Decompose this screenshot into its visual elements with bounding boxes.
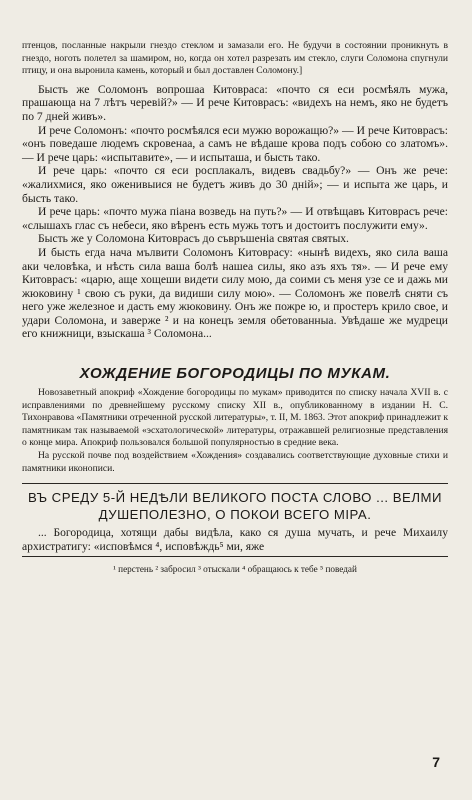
text-paragraph: Бысть же у Соломона Китоврасъ до съвръшенiа святая святых. — [38, 232, 349, 246]
footnote-divider — [22, 556, 448, 557]
text-paragraph: И рече царь: «почто ся еси росплакалъ, видевъ свадьбу?» — Онъ же рече: «жалихмися, яко оженивыися не будетъ живъ до 30 днiй»; — и испыта же царь, и бысть тако. — [22, 164, 448, 205]
text-paragraph: И рече царь: «почто мужа пiана возведь на путь?» — И отвѣщавъ Китоврасъ рече: «слышахъ глас съ небеси, яко вѣренъ есть мужь тотъ и достоитъ послужити ему». — [22, 205, 448, 232]
intro-block — [22, 387, 448, 475]
commentary-paragraph: птенцов, посланные накрыли гнездо стеклом и замазали его. Не будучи в состоянии проникнуть в гнездо, ноготь полетел за шамиром, но, когда он хотел разрезать им стекло, слуги Соломона спугнули птицу, и она выронила камень, который и был доставлен Соломону.] — [22, 40, 448, 77]
main-text — [22, 83, 448, 341]
text-heading: ВЪ СРЕДУ 5-Й НЕДѢЛИ ВЕЛИКОГО ПОСТА СЛОВО ... ВЕЛМИ ДУШЕПОЛЕЗНО, О ПОКОИ ВСЕГО МІРА. — [28, 490, 442, 522]
divider — [22, 483, 448, 484]
intro-paragraph: На русской почве под воздействием «Хождения» создавались соответствующие духовные стихи и памятники иконописи. — [22, 450, 448, 474]
intro-paragraph: Новозаветный апокриф «Хождение богородицы по мукам» приводится по списку начала XVII в. с исправлениями по древнейшему русскому списку XII в., опубликованному в издании Н. С. Тихонравова «Памятники отреченной русской литературы», т. II, М. 1863. Этот апокриф принадлежит к памятникам так называемой «эсхатологической» литературы, отражавшей религиозные представления о конце мира. Апокриф пользовался большой популярностью в средние века. — [22, 387, 448, 449]
text-paragraph: Бысть же Соломонъ вопрошаа Китовраса: «почто ся еси росмѣялъ мужа, прашающа на 7 лѣтъ черевiй?» — И рече Китоврасъ: «видехъ на немъ, яко не будетъ по 7 дней живъ». — [22, 82, 448, 123]
footnotes: ¹ перстень ² забросил ³ отыскали ⁴ обращаюсь к тебе ⁵ поведай — [113, 564, 357, 575]
text-paragraph: И бысть егда нача мълвити Соломонъ Китоврасу: «нынѣ видехъ, яко сила ваша аки человѣка, и нѣсть сила ваша болѣ нашеа силы, яко азъ яхъ тя». — И рече ему Китоврасъ: «царю, аще хощеши видети силу мою, да соими съ меня узе се и дажь ми жюковину ¹ свою съ руки, да видиши силу мою». — Соломонъ же повелѣ сняти съ него уже железное и дасть ему жюковину. Онъ же пожре ю, и простеръ крило свое, и удари Соломона, и заверже ² и на конецъ земля обетованныа. Увѣдаше же мудреци его книжници, взыскаша ³ Соломона... — [22, 245, 448, 341]
section-title: ХОЖДЕНИЕ БОГОРОДИЦЫ ПО МУКАМ. — [79, 365, 391, 383]
text-paragraph: И рече Соломонъ: «почто росмѣялся еси мужю ворожащю?» — И рече Китоврасъ: «онъ поведаше людемъ скровенаа, а самъ не вѣдаше крова подъ собою со златомъ». — И рече царь: «испытавите», — и испыташа, и бысть тако. — [22, 123, 448, 164]
text-paragraph: ... Богородица, хотящи дабы видѣла, како ся душа мучать, и рече Михаилу архистратигу: «исповѣмся ⁴, исповѣждь⁵ ми, яже — [22, 526, 448, 553]
page-number: 7 — [432, 754, 440, 770]
